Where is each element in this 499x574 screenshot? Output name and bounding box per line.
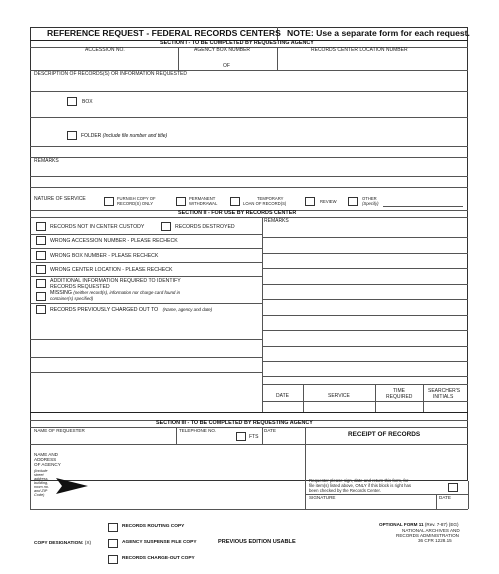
section1-heading: SECTION I - TO BE COMPLETED BY REQUESTING AGENCY [160, 40, 314, 46]
address-label-3: OF AGENCY [34, 462, 61, 467]
additional-info-label-1: ADDITIONAL INFORMATION REQUIRED TO IDENTIFY [50, 278, 181, 284]
agency-name-1: NATIONAL ARCHIVES AND [402, 528, 460, 533]
address-hint-2: street [34, 473, 44, 477]
address-hint-6: and ZIP [34, 489, 48, 493]
form-number-text: OPTIONAL FORM 11 [379, 522, 424, 527]
signature-field[interactable] [306, 501, 436, 509]
temporary-checkbox[interactable] [230, 197, 240, 206]
rule-v [436, 494, 437, 509]
rule [262, 346, 468, 347]
rule [30, 262, 262, 263]
rule [30, 509, 305, 510]
routing-copy-checkbox[interactable] [108, 523, 118, 532]
section3-heading: SECTION III - TO BE COMPLETED BY REQUESTING AGENCY [156, 420, 313, 426]
receipt-checkbox[interactable] [448, 483, 458, 492]
missing-label-text: MISSING [50, 290, 72, 296]
folder-label-text: FOLDER [81, 133, 102, 139]
rule [30, 157, 468, 158]
rule [30, 187, 468, 188]
permanent-label-1: PERMANENT [189, 196, 216, 201]
address-hint-4: building, [34, 481, 49, 485]
location-label: RECORDS CENTER LOCATION NUMBER [311, 47, 408, 53]
log-date-header: DATE [276, 393, 289, 399]
destroyed-checkbox[interactable] [161, 222, 171, 231]
location-field[interactable] [278, 54, 467, 70]
section2-remarks-field[interactable] [263, 224, 467, 384]
date-field[interactable] [263, 434, 305, 444]
rule [30, 248, 262, 249]
address-label-2: ADDRESS [34, 457, 57, 462]
missing-hint: (neither record(s), information nor charge card found in [73, 290, 181, 295]
form-note: NOTE: Use a separate form for each request. [287, 28, 470, 38]
rule [30, 412, 468, 413]
rule-v [305, 427, 306, 481]
copy-designation-text: COPY DESIGNATION: [34, 541, 84, 546]
wrong-accession-checkbox[interactable] [36, 236, 46, 245]
rule [262, 315, 468, 316]
wrong-location-checkbox[interactable] [36, 265, 46, 274]
other-checkbox[interactable] [348, 197, 358, 206]
not-in-custody-label: RECORDS NOT IN CENTER CUSTODY [50, 224, 145, 230]
nature-label: NATURE OF SERVICE [34, 196, 86, 202]
rule-v [468, 481, 469, 509]
rule [30, 276, 262, 277]
rule-v [30, 481, 31, 509]
signature-label: SIGNATURE [309, 495, 336, 500]
additional-info-label-2: RECORDS REQUESTED [50, 284, 110, 290]
section2-heading: SECTION II - FOR USE BY RECORDS CENTER [178, 210, 297, 216]
suspense-copy-label: AGENCY SUSPENSE FILE COPY [122, 540, 197, 545]
rule [30, 217, 468, 218]
chargeout-copy-checkbox[interactable] [108, 555, 118, 564]
rule [30, 117, 468, 118]
requester-label: NAME OF REQUESTER [34, 428, 85, 433]
rule [262, 268, 468, 269]
rule [262, 237, 468, 238]
destroyed-label: RECORDS DESTROYED [175, 224, 235, 230]
previously-charged-checkbox[interactable] [36, 305, 46, 314]
log-time-header-2: REQUIRED [386, 394, 413, 400]
wrong-box-label: WRONG BOX NUMBER - PLEASE RECHECK [50, 253, 159, 259]
missing-checkbox[interactable] [36, 292, 46, 301]
wrong-location-label: WRONG CENTER LOCATION - PLEASE RECHECK [50, 267, 173, 273]
other-label-2: (Specify) [362, 201, 379, 206]
routing-copy-label: RECORDS ROUTING COPY [122, 524, 185, 529]
review-label: REVIEW [320, 199, 337, 204]
additional-info-checkbox[interactable] [36, 279, 46, 288]
agency-name-2: RECORDS ADMINISTRATION [396, 533, 459, 538]
log-time-header-1: TIME [393, 388, 405, 394]
previously-charged-hint: (Name, agency and date) [162, 307, 213, 312]
rule [262, 384, 468, 385]
form-number [379, 522, 458, 528]
form-title: REFERENCE REQUEST - FEDERAL RECORDS CENTERS [47, 28, 281, 38]
rule [30, 91, 468, 92]
review-checkbox[interactable] [305, 197, 315, 206]
missing-label-2: container(s) specified) [50, 296, 94, 301]
copy-x-text: (X) [84, 541, 92, 546]
previous-edition-label: PREVIOUS EDITION USABLE [218, 539, 296, 545]
agency-box-label: AGENCY BOX NUMBER [194, 47, 251, 53]
temporary-label-1: TEMPORARY [257, 196, 284, 201]
copy-designation-label [34, 541, 91, 547]
address-hint-7: Code) [34, 493, 45, 497]
furnish-label-2: RECORD(S) ONLY [117, 201, 153, 206]
suspense-copy-checkbox[interactable] [108, 539, 118, 548]
requester-field[interactable] [31, 434, 176, 444]
address-hint-1: (Include [34, 469, 48, 473]
furnish-label-1: FURNISH COPY OF [117, 196, 156, 201]
accession-label: ACCESSION NO. [85, 47, 125, 53]
rule [262, 253, 468, 254]
rule [262, 376, 468, 377]
arrow-pointer-icon [56, 478, 88, 494]
fts-label: FTS [249, 434, 259, 440]
log-row[interactable] [263, 402, 467, 412]
previously-charged-label [50, 307, 212, 313]
telephone-label: TELEPHONE NO. [179, 428, 217, 433]
rule [30, 234, 262, 235]
receipt-text-1: Requester please sign, date and return this form, for [309, 478, 409, 483]
of-label: OF [223, 63, 230, 69]
receipt-label: RECEIPT OF RECORDS [348, 431, 421, 438]
permanent-label-2: WITHDRAWAL [189, 201, 218, 206]
section2-remarks-label: REMARKS [264, 218, 289, 224]
accession-field[interactable] [31, 54, 178, 70]
previously-charged-text: RECORDS PREVIOUSLY CHARGED OUT TO [50, 307, 159, 313]
rule [30, 303, 262, 304]
permanent-checkbox[interactable] [176, 197, 186, 206]
wrong-box-checkbox[interactable] [36, 251, 46, 260]
folder-hint: (Include file number and title) [102, 133, 168, 139]
rule [30, 339, 262, 340]
log-service-header: SERVICE [328, 393, 350, 399]
chargeout-copy-label: RECORDS CHARGE-OUT COPY [122, 556, 195, 561]
folder-checkbox[interactable] [67, 131, 77, 140]
box-checkbox[interactable] [67, 97, 77, 106]
other-specify-line [383, 206, 463, 207]
not-in-custody-checkbox[interactable] [36, 222, 46, 231]
rule [262, 284, 468, 285]
rule [262, 299, 468, 300]
box-label: BOX [82, 99, 93, 105]
rule [30, 176, 468, 177]
address-hint-5: room no. [34, 485, 49, 489]
description-label: DESCRIPTION OF RECORDS(S) OR INFORMATION REQUESTED [34, 71, 187, 77]
address-label-1: NAME AND [34, 452, 58, 457]
rule-v [305, 481, 306, 509]
address-field[interactable] [90, 445, 304, 481]
signature-date-label: DATE [439, 495, 451, 500]
receipt-text-3: been checked by the Records Center. [309, 488, 381, 493]
furnish-checkbox[interactable] [104, 197, 114, 206]
date-label: DATE [264, 428, 276, 433]
log-searcher-header-1: SEARCHER'S [428, 388, 461, 394]
rule [30, 372, 262, 373]
temporary-label-2: LOAN OF RECORD(S) [243, 201, 287, 206]
rule [30, 427, 468, 428]
wrong-accession-label: WRONG ACCESSION NUMBER - PLEASE RECHECK [50, 238, 178, 244]
telephone-field[interactable] [177, 434, 233, 444]
rule [262, 330, 468, 331]
fts-checkbox[interactable] [236, 432, 246, 441]
receipt-text-2: file item(s) listed above, ONLY if this block is right has [309, 483, 412, 488]
cfr-citation: 36 CFR 1228.15 [418, 538, 452, 543]
log-searcher-header-2: INITIALS [433, 394, 454, 400]
rule [305, 509, 468, 510]
rule [30, 357, 262, 358]
rule [262, 361, 468, 362]
remarks-label: REMARKS [34, 158, 59, 164]
rule [30, 146, 468, 147]
folder-label [81, 133, 167, 139]
other-label-1: OTHER [362, 196, 377, 201]
description-field[interactable] [31, 78, 467, 91]
address-hint-3: address, [34, 477, 49, 481]
form-rev-text: (Rev. 7-87) (EG) [424, 522, 459, 527]
